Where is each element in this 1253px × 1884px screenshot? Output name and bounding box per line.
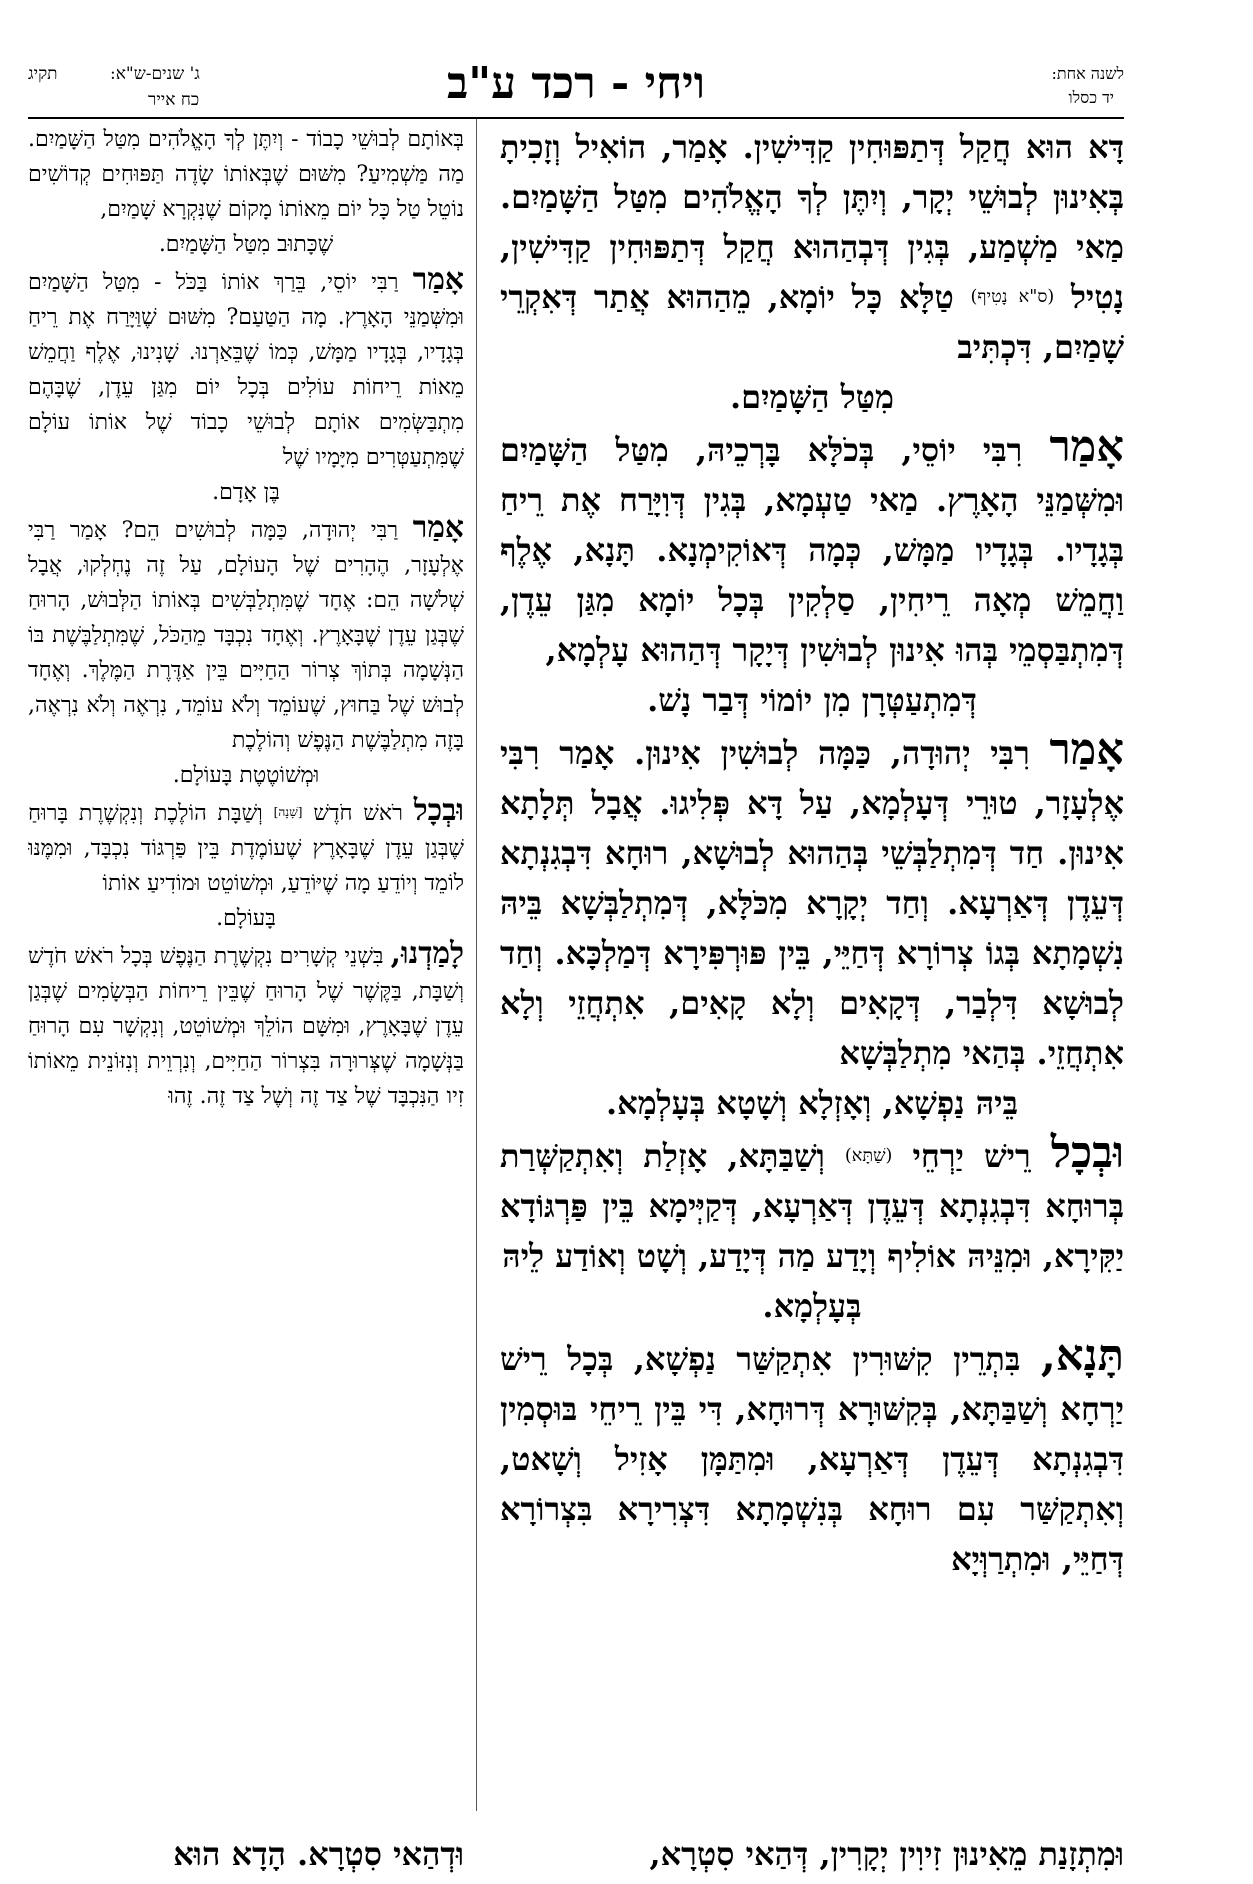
hebrew-paragraph-end: בָּעוֹלָם. <box>216 906 276 931</box>
aramaic-paragraph: דָּא הוּא חֲקַל דְּתַפּוּחִין קַדִּישִׁין. אָמַר, הוֹאִיל וְזָכִיתָ בְּאִינוּן לְבוּשֵׁי יְקָר, וְיִתֶּן לְךָ הָאֱלֹהִים מִטַּל הַשָּׁמַיִם. מַאי מַשְׁמַע, בְּגִין דְּבְהַהוּא חֲקַל דְּתַפּוּחִין קַדִּישִׁין, נָטִיל (ס"א נָטִיף) טַלָּא כָּל יוֹמָא, מֵהַהוּא אֲתַר דְּאִקְרֵי שָׁמַיִם, דִּכְתִּיב <box>500 128 1124 367</box>
aramaic-paragraph-end: דְּמִתְעַטְּרָן מִן יוֹמוֹי דְּבַר נָשׁ. <box>647 681 977 720</box>
aramaic-paragraph-end: בְּעָלְמָא. <box>762 1287 862 1326</box>
page-header <box>28 56 1124 118</box>
aramaic-paragraph: תָּנָא, בִּתְרֵין קִשּׁוּרִין אִתְקַשַּׁר נַפְשָׁא, בְּכָל רֵישׁ יַרְחָא וְשַׁבַּתָּא, בְּקִשּׁוּרָא דְּרוּחָא, דִּי בֵּין רֵיחֵי בּוּסְמִין דִּבְגִנְתָא דְּעֵדֶן דְּאַרְעָא, וּמִתַּמָּן אָזִיל וְשָׁאט, וְאִתְקַשַּׁר עִם רוּחָא בְּנִשְׁמָתָא דִּצְרִירָא בִּצְרוֹרָא דְּחַיֵּי, וּמִתְרַוְּיָא <box>500 1330 1124 1579</box>
opening-word: וּבְכָל <box>413 793 464 828</box>
hebrew-bottom-line: וּדְהַאי סִטְרָא. הָדָא הוּא <box>173 1835 464 1873</box>
variant-note: (שַׁתָּא) <box>844 1146 893 1166</box>
hebrew-paragraph: אָמַר רַבִּי יוֹסֵי, בֵּרַךְ אוֹתוֹ בַּכֹּל - מִטַּל הַשָּׁמַיִם וּמִשְּׁמַנֵּי הָאָרֶץ. מָה הַטַּעַם? מִשּׁוּם שֶׁוַּיָּרַח אֶת רֵיחַ בְּגָדָיו, בְּגָדָיו מַמָּשׁ, כְּמוֹ שֶׁבֵּאַרְנוּ. שָׁנִינוּ, אֶלֶף וַחֲמֵשׁ מֵאוֹת רֵיחוֹת עוֹלִים בְּכָל יוֹם מִגַּן עֵדֶן, שֶׁבָּהֶם מִתְבַּשְּׂמִים אוֹתָם לְבוּשֵׁי כָבוֹד שֶׁל אוֹתוֹ עוֹלָם שֶׁמִּתְעַטְּרִים מִיָּמָיו שֶׁל <box>28 262 464 470</box>
one-year-date: יד כסלו <box>1068 88 1114 107</box>
page-number: תקיג <box>28 64 58 84</box>
variant-note: (ס"א נָטִיף) <box>970 287 1055 307</box>
three-year-date: כח אייר <box>148 90 200 110</box>
opening-word: תָּנָא, <box>1040 1330 1124 1382</box>
opening-word: אָמַר <box>412 510 464 545</box>
opening-word: אָמַר <box>412 262 464 297</box>
three-year-label: ג' שנים-ש"א: <box>110 64 200 84</box>
opening-word: לָמַדְנוּ, <box>390 936 464 971</box>
one-year-label: לשנה אחת: <box>1051 64 1124 83</box>
aramaic-paragraph: אָמַר רִבִּי יוֹסֵי, בְּכֹלָּא בָּרְכֵיהּ, מִטַּל הַשָּׁמַיִם וּמִשְּׁמַנֵּי הָאָרֶץ. מַאי טַעְמָא, בְּגִין דְּוִיָּרַח אֶת רֵיחַ בְּגָדָיו. בְּגָדָיו מַמָּשׁ, כְּמָה דְּאוֹקִימְנָא. תָּנָא, אֶלֶף וַחֲמֵשׁ מְאָה רֵיחִין, סַלְקִין בְּכָל יוֹמָא מִגַּן עֵדֶן, דְּמִתְבַּסְמֵי בְּהוּ אִינוּן לְבוּשִׁין דְּיָקָר דְּהַהוּא עָלְמָא, <box>500 421 1124 670</box>
hebrew-paragraph: בְּאוֹתָם לְבוּשֵׁי כָבוֹד - וְיִתֶּן לְךָ הָאֱלֹהִים מִטַּל הַשָּׁמַיִם. מַה מַּשְׁמִיעַ? מִשּׁוּם שֶׁבְּאוֹתוֹ שָׂדֶה תַּפּוּחִים קְדוֹשִׁים נוֹטֵל טַל כָּל יוֹם מֵאוֹתוֹ מָקוֹם שֶׁנִּקְרָא שָׁמַיִם, <box>28 127 464 222</box>
hebrew-paragraph: וּבְכָל רֹאשׁ חֹדֶשׁ [שָׁנָה] וְשַׁבָּת הוֹלֶכֶת וְנִקְשֶׁרֶת בָּרוּחַ שֶׁבְּגַן עֵדֶן שֶׁבָּאָרֶץ שֶׁעוֹמֶדֶת בֵּין פַּרְגּוֹד נִכְבָּד, וּמִמֶּנּוּ לוֹמֵד וְיוֹדֵעַ מָה שֶׁיּוֹדֵעַ, וּמְשׁוֹטֵט וּמוֹדִיעַ אוֹתוֹ <box>28 793 464 896</box>
opening-word: וּבְכָל <box>1050 1127 1124 1179</box>
aramaic-paragraph-end: מִטַּל הַשָּׁמַיִם. <box>730 378 894 417</box>
hebrew-paragraph: לָמַדְנוּ, בִּשְׁנֵי קְשָׁרִים נִקְשֶׁרֶת הַנֶּפֶשׁ בְּכָל רֹאשׁ חֹדֶשׁ וְשַׁבָּת, בַּקֶּשֶׁר שֶׁל הָרוּחַ שֶׁבֵּין רֵיחוֹת הַבְּשָׂמִים שֶׁבְּגַן עֵדֶן שֶׁבָּאָרֶץ, וּמִשָּׁם הוֹלֵךְ וּמְשׁוֹטֵט, וְנִקְשָׁר עִם הָרוּחַ בַּנְּשָׁמָה שֶׁצְּרוּרָה בִּצְרוֹר הַחַיִּים, וְנִרְוֵית וְנִזּוֹנֵית מֵאוֹתוֹ זִיו הַנִּכְבָּד שֶׁל צַד זֶה וְשֶׁל צַד זֶה. זֶהוּ <box>28 936 464 1109</box>
opening-word: אָמַר <box>1049 421 1124 473</box>
aramaic-paragraph: אָמַר רִבִּי יְהוּדָה, כַּמָּה לְבוּשִׁין אִינוּן. אָמַר רִבִּי אֶלְעָזָר, טוּרֵי דְּעָלְמָא, עַל דָּא פְּלִיגוּ. אֲבָל תְּלָתָא אִינוּן. חַד דְּמִתְלַבְּשֵׁי בְּהַהוּא לְבוּשָׁא, רוּחָא דִּבְגִנְתָא דְּעֵדֶן דְּאַרְעָא. וְחַד יְקָרָא מִכֹּלָּא, דְּמִתְלַבְּשָׁא בֵּיהּ נִשְׁמָתָא בְּגוֹ צְרוֹרָא דְּחַיֵּי, בֵּין פּוּרְפִּירָא דְּמַלְכָּא. וְחַד לְבוּשָׁא דִּלְבַר, דְּקָאִים וְלָא קָאִים, אִתְחֲזֵי וְלָא אִתְחֲזֵי. בְּהַאי מִתְלַבְּשָׁא <box>500 724 1124 1073</box>
aramaic-bottom-line: וּמִתְזָנַת מֵאִינוּן זִיוִין יְקָרִין, דְּהַאי סִטְרָא, <box>649 1835 1124 1873</box>
hebrew-paragraph: אָמַר רַבִּי יְהוּדָה, כַּמָּה לְבוּשִׁים הֵם? אָמַר רַבִּי אֶלְעָזָר, הֶהָרִים שֶׁל הָעוֹלָם, עַל זֶה נֶחְלְקוּ, אֲבָל שְׁלֹשָׁה הֵם: אֶחָד שֶׁמִּתְלַבְּשִׁים בְּאוֹתוֹ הַלְּבוּשׁ, הָרוּחַ שֶׁבְּגַן עֵדֶן שֶׁבָּאָרֶץ. וְאֶחָד נִכְבָּד מֵהַכֹּל, שֶׁמִּתְלַבֶּשֶׁת בּוֹ הַנְּשָׁמָה בְּתוֹךְ צְרוֹר הַחַיִּים בֵּין אַדֶּרֶת הַמֶּלֶךְ. וְאֶחָד לְבוּשׁ שֶׁל בַּחוּץ, שֶׁעוֹמֵד וְלֹא עוֹמֵד, נִרְאֶה וְלֹא נִרְאֶה, בָּזֶה מִתְלַבֶּשֶׁת הַנֶּפֶשׁ וְהוֹלֶכֶת <box>28 510 464 753</box>
hebrew-paragraph-end: וּמְשׁוֹטֶטֶת בָּעוֹלָם. <box>172 763 320 788</box>
aramaic-paragraph: וּבְכָל רֵישׁ יַרְחֵי (שַׁתָּא) וְשַׁבַּתָּא, אָזְלַת וְאִתְקַשְּׁרַת בְּרוּחָא דִּבְגִנְתָא דְּעֵדֶן דְּאַרְעָא, דְּקַיְּימָא בֵּין פַּרְגּוֹדָא יַקִּירָא, וּמִנֵּיהּ אוֹלִיף וְיָדַע מַה דְּיָדַע, וְשָׁט וְאוֹדַע לֵיהּ <box>500 1127 1124 1276</box>
hebrew-paragraph-end: שֶׁכָּתוּב מִטַּל הַשָּׁמַיִם. <box>158 232 334 257</box>
aramaic-column <box>500 122 1124 1812</box>
opening-word: אָמַר <box>1049 724 1124 776</box>
aramaic-paragraph-end: בֵּיהּ נַפְשָׁא, וְאָזְלָא וְשָׁטָא בְּעָלְמָא. <box>606 1084 1018 1123</box>
hebrew-column <box>28 122 464 1762</box>
hebrew-paragraph-end: בֶּן אָדָם. <box>212 480 280 505</box>
variant-note: [שָׁנָה] <box>273 804 303 819</box>
column-divider <box>476 119 477 1811</box>
header-rule <box>28 117 1124 119</box>
page-title: ויחי - רכד ע"ב <box>447 58 705 109</box>
